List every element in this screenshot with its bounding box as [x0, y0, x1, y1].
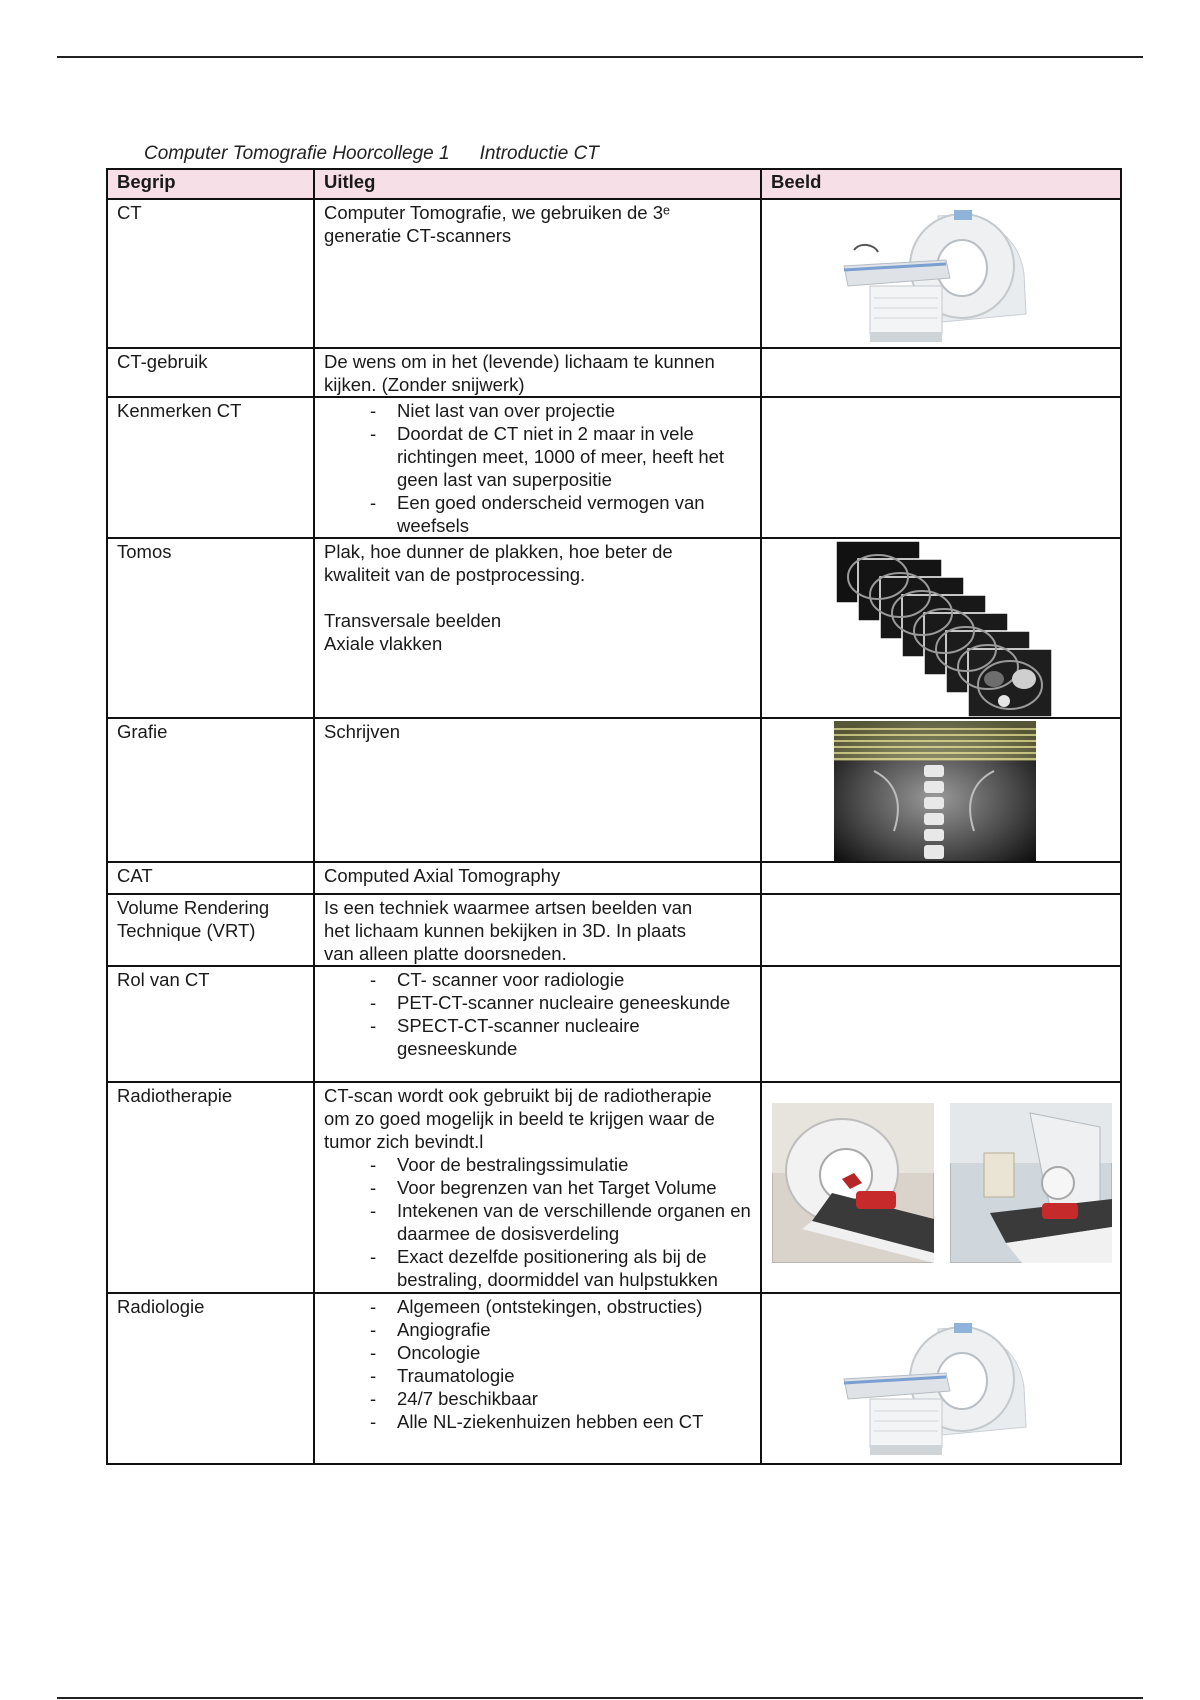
- bullet-item: - Algemeen (ontstekingen, obstructies): [324, 1295, 751, 1318]
- glossary-table: [106, 168, 1122, 1465]
- bullet-list: [324, 399, 751, 537]
- bullet-item: - Voor de bestralingssimulatie: [324, 1153, 751, 1176]
- explanation-line: Transversale beelden: [324, 610, 502, 631]
- explanation-line: kijken. (Zonder snijwerk): [324, 374, 525, 395]
- term-cell: Radiologie: [107, 1293, 314, 1464]
- term-cell: CT: [107, 199, 314, 348]
- explanation-line: kwaliteit van de postprocessing.: [324, 564, 586, 585]
- bullet-item: - Angiografie: [324, 1318, 751, 1341]
- explanation-line: het lichaam kunnen bekijken in 3D. In plaats: [324, 920, 686, 941]
- ct-scanner-image: [834, 1316, 1040, 1463]
- term-cell: Radiotherapie: [107, 1082, 314, 1293]
- ct-slices-image: [834, 539, 1054, 718]
- bullet-list: [324, 1153, 751, 1291]
- term-cell: Grafie: [107, 718, 314, 862]
- explanation-cell: [314, 894, 761, 966]
- explanation-cell: [314, 862, 761, 894]
- ct-scanner-image: [834, 204, 1040, 348]
- bullet-item: - Voor begrenzen van het Target Volume: [324, 1176, 751, 1199]
- explanation-line: generatie CT-scanners: [324, 225, 512, 246]
- explanation-cell: [314, 1082, 761, 1293]
- image-cell: [761, 397, 1121, 538]
- bullet-item: - SPECT-CT-scanner nucleaire gesneeskunde: [324, 1014, 751, 1060]
- table-row: [107, 1293, 1121, 1464]
- bullet-item: - Exact dezelfde positionering als bij de bestraling, doormiddel van hulpstukken: [324, 1245, 751, 1291]
- subtitle-text: Introductie CT: [479, 143, 599, 164]
- table-row: [107, 718, 1121, 862]
- explanation-line: De wens om in het (levende) lichaam te kunnen: [324, 351, 715, 372]
- bullet-item: - Traumatologie: [324, 1364, 751, 1387]
- bullet-list: [324, 1295, 751, 1433]
- image-cell: [761, 894, 1121, 966]
- header-beeld: Beeld: [761, 169, 1121, 199]
- explanation-line: CT-scan wordt ook gebruikt bij de radiotherapie: [324, 1085, 712, 1106]
- table-row: [107, 538, 1121, 718]
- bullet-item: - Doordat de CT niet in 2 maar in vele richtingen meet, 1000 of meer, heeft het geen last van superpositie: [324, 422, 751, 491]
- table-row: [107, 894, 1121, 966]
- explanation-line: Computer Tomografie, we gebruiken de 3ᵉ: [324, 202, 670, 223]
- bullet-item: - Niet last van over projectie: [324, 399, 751, 422]
- bullet-item: - Alle NL-ziekenhuizen hebben een CT: [324, 1410, 751, 1433]
- image-cell: [761, 718, 1121, 862]
- table-row: [107, 199, 1121, 348]
- explanation-line: Schrijven: [324, 721, 401, 742]
- term-cell: Rol van CT: [107, 966, 314, 1082]
- table-row: [107, 966, 1121, 1082]
- explanation-cell: [314, 718, 761, 862]
- explanation-cell: [314, 199, 761, 348]
- header-begrip: Begrip: [107, 169, 314, 199]
- term-cell: Kenmerken CT: [107, 397, 314, 538]
- explanation-cell: [314, 348, 761, 397]
- bullet-item: - Intekenen van de verschillende organen en daarmee de dosisverdeling: [324, 1199, 751, 1245]
- bullet-item: - CT- scanner voor radiologie: [324, 968, 751, 991]
- explanation-line: om zo goed mogelijk in beeld te krijgen waar de: [324, 1108, 715, 1129]
- header-uitleg: Uitleg: [314, 169, 761, 199]
- explanation-cell: [314, 397, 761, 538]
- term-cell: CT-gebruik: [107, 348, 314, 397]
- image-cell: [761, 199, 1121, 348]
- explanation-line: [324, 586, 751, 609]
- explanation-line: tumor zich bevindt.l: [324, 1131, 484, 1152]
- table-row: [107, 348, 1121, 397]
- image-cell: [761, 1293, 1121, 1464]
- bullet-item: - PET-CT-scanner nucleaire geneeskunde: [324, 991, 751, 1014]
- term-cell: Tomos: [107, 538, 314, 718]
- radiotherapy-ct-photo: [772, 1103, 934, 1263]
- radiotherapy-linac-photo: [950, 1103, 1112, 1263]
- title-text: Computer Tomografie Hoorcollege 1: [144, 143, 450, 164]
- image-cell: [761, 538, 1121, 718]
- table-row: [107, 862, 1121, 894]
- explanation-line: Plak, hoe dunner de plakken, hoe beter de: [324, 541, 673, 562]
- explanation-line: Computed Axial Tomography: [324, 865, 561, 886]
- explanation-line: Axiale vlakken: [324, 633, 443, 654]
- explanation-cell: [314, 538, 761, 718]
- table-row: [107, 1082, 1121, 1293]
- image-cell: [761, 966, 1121, 1082]
- xray-image: [834, 721, 1036, 861]
- document-title: [144, 143, 599, 165]
- top-rule: [57, 56, 1143, 58]
- image-cell: [761, 862, 1121, 894]
- image-cell: [761, 1082, 1121, 1293]
- explanation-cell: [314, 966, 761, 1082]
- bullet-item: - 24/7 beschikbaar: [324, 1387, 751, 1410]
- bullet-item: - Oncologie: [324, 1341, 751, 1364]
- bottom-rule: [57, 1697, 1143, 1699]
- term-cell: Volume Rendering Technique (VRT): [107, 894, 314, 966]
- term-cell: CAT: [107, 862, 314, 894]
- image-cell: [761, 348, 1121, 397]
- bullet-item: - Een goed onderscheid vermogen van weefsels: [324, 491, 751, 537]
- explanation-line: Is een techniek waarmee artsen beelden van: [324, 897, 693, 918]
- bullet-list: [324, 968, 751, 1060]
- table-header-row: [107, 169, 1121, 199]
- explanation-cell: [314, 1293, 761, 1464]
- table-row: [107, 397, 1121, 538]
- explanation-line: van alleen platte doorsneden.: [324, 943, 567, 964]
